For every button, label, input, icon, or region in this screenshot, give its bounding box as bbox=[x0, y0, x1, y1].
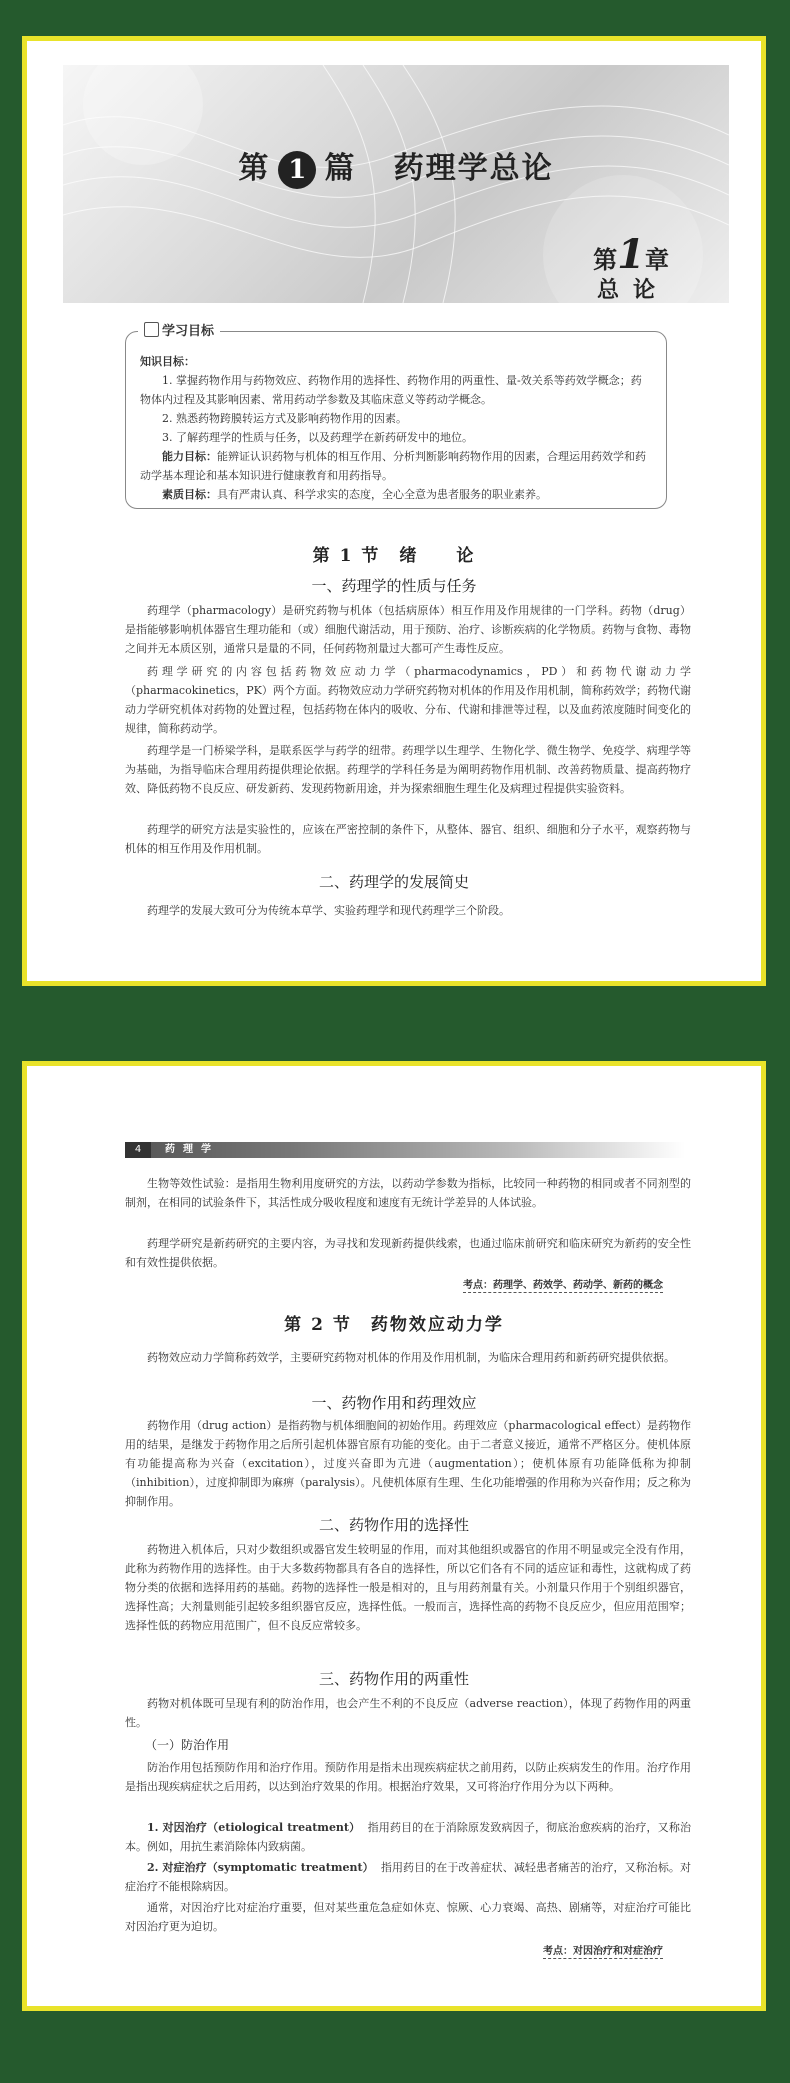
part-number-circle: 1 bbox=[278, 151, 316, 189]
paragraph: 药理学（pharmacology）是研究药物与机体（包括病原体）相互作用及作用规律的一门学科。药物（drug）是指能够影响机体器官生理功能和（或）细胞代谢活动，用于预防、治疗、诊断疾病的化学物质。药物与食物、毒物之间并无本质区别，通常只是量的不同，任何药物剂量过大都可产生毒性反应。 bbox=[125, 604, 691, 655]
chapter-prefix: 第 bbox=[593, 245, 618, 274]
symptomatic-text: 指用药目的在于改善症状、减轻患者痛苦的治疗，又称治标。对症治疗不能根除病因。 bbox=[125, 1861, 692, 1893]
knowledge-label: 知识目标： bbox=[140, 355, 195, 368]
paragraph: 药物进入机体后，只对少数组织或器官发生较明显的作用，而对其他组织或器官的作用不明显或完全没有作用，此称为药物作用的选择性。由于大多数药物都具有各自的选择性，所以它们各有不同的适应证和毒性，这就构成了药物分类的依据和选择用药的基础。药物的选择性一般是相对的，且与用药剂量有关。小剂量只作用于个别组织器官，选择性高；大剂量则能引起较多组织器官反应，选择性低。一般而言，选择性高的药物不良反应少，但应用范围窄；选择性低的药物应用范围广，但不良反应常较多。 bbox=[125, 1543, 691, 1632]
page-1 bbox=[22, 36, 766, 986]
part-prefix: 第 bbox=[238, 151, 271, 186]
quality-label: 素质目标： bbox=[162, 488, 217, 501]
heading-duality: 三、药物作用的两重性 bbox=[318, 1670, 469, 1688]
objectives-tab-label: 学习目标 bbox=[162, 324, 215, 339]
section-title: 第 2 节 药物效应动力学 bbox=[284, 1315, 504, 1335]
chapter-number bbox=[593, 231, 669, 278]
part-title-text: 药理学总论 bbox=[393, 151, 554, 186]
page-number: 4 bbox=[125, 1142, 151, 1158]
part-suffix: 篇 bbox=[324, 151, 357, 186]
chapter-name: 总论 bbox=[596, 277, 669, 303]
quality-text: 具有严肃认真、科学求实的态度，全心全意为患者服务的职业素养。 bbox=[217, 488, 547, 501]
paragraph: 药物效应动力学简称药效学，主要研究药物对机体的作用及作用机制，为临床合理用药和新药研究提供依据。 bbox=[147, 1351, 675, 1364]
heading-history: 二、药理学的发展简史 bbox=[318, 873, 469, 891]
ability-text: 能辨证认识药物与机体的相互作用、分析判断影响药物作用的因素，合理运用药效学和药动学基本理论和基本知识进行健康教育和用药指导。 bbox=[140, 450, 646, 482]
paragraph: 药理学是一门桥梁学科，是联系医学与药学的纽带。药理学以生理学、生物化学、微生物学、免疫学、病理学等为基础，为指导临床合理用药提供理论依据。药理学的学科任务是为阐明药物作用机制、改善药物质量、提高药物疗效、降低药物不良反应、研发新药、发现药物新用途，并为探索细胞生理生化及病理过程提供实验资料。 bbox=[125, 744, 691, 795]
symptomatic-label: 2. 对症治疗（symptomatic treatment） bbox=[147, 1861, 374, 1874]
quality-objective bbox=[140, 485, 652, 504]
book-icon bbox=[144, 322, 159, 337]
paragraph: 药物作用（drug action）是指药物与机体细胞间的初始作用。药理效应（pharmacological effect）是药物作用的结果，是继发于药物作用之后所引起机体器官原有功能的变化。由于二者意义接近，通常不严格区分。使机体原有功能提高称为兴奋（excitation），过度兴奋即为亢进（augmentation）；使机体原有功能降低称为抑制（inhibition），过度抑制即为麻痹（paralysis）。凡使机体原有生理、生化功能增强的作用称为兴奋作用；反之称为抑制作用。 bbox=[125, 1419, 691, 1508]
key-point-note: 考点：对因治疗和对症治疗 bbox=[543, 1942, 663, 1959]
knowledge-item-3: 3. 了解药理学的性质与任务，以及药理学在新药研发中的地位。 bbox=[162, 431, 473, 444]
knowledge-item-2: 2. 熟悉药物跨膜转运方式及影响药物作用的因素。 bbox=[162, 412, 407, 425]
subheading-prevention-treatment: （一）防治作用 bbox=[145, 1738, 230, 1752]
heading-selectivity: 二、药物作用的选择性 bbox=[318, 1516, 469, 1534]
paragraph bbox=[125, 1858, 691, 1896]
paragraph: 防治作用包括预防作用和治疗作用。预防作用是指未出现疾病症状之前用药，以防止疾病发生的作用。治疗作用是指出现疾病症状之后用药，以达到治疗效果的作用。根据治疗效果，又可将治疗作用分为以下两种。 bbox=[125, 1761, 691, 1793]
paragraph: 生物等效性试验：是指用生物利用度研究的方法，以药动学参数为指标，比较同一种药物的相同或者不同剂型的制剂，在相同的试验条件下，其活性成分吸收程度和速度有无统计学差异的人体试验。 bbox=[125, 1177, 691, 1209]
objectives-tab bbox=[138, 322, 220, 341]
etiological-label: 1. 对因治疗（etiological treatment） bbox=[147, 1821, 361, 1834]
chapter-suffix: 章 bbox=[645, 245, 669, 274]
chapter-number-digit: 1 bbox=[617, 231, 645, 278]
paragraph bbox=[125, 1818, 691, 1856]
chapter-banner bbox=[63, 65, 729, 303]
part-title bbox=[63, 143, 729, 189]
page-2 bbox=[22, 1061, 766, 2011]
paragraph: 通常，对因治疗比对症治疗重要，但对某些重危急症如休克、惊厥、心力衰竭、高热、剧痛等，对症治疗可能比对因治疗更为迫切。 bbox=[125, 1901, 691, 1933]
paragraph: 药理学研究的内容包括药物效应动力学（pharmacodynamics，PD）和药物代谢动力学（pharmacokinetics，PK）两个方面。药物效应动力学研究药物对机体的作用及作用机制，简称药效学；药物代谢动力学研究机体对药物的处置过程，包括药物在体内的吸收、分布、代谢和排泄等过程，以及血药浓度随时间变化的规律，简称药动学。 bbox=[125, 665, 691, 735]
learning-objectives-box bbox=[125, 324, 667, 509]
key-point-note: 考点：药理学、药效学、药动学、新药的概念 bbox=[463, 1276, 663, 1293]
knowledge-item-1: 1. 掌握药物作用与药物效应、药物作用的选择性、药物作用的两重性、量-效关系等药效学概念；药物体内过程及其影响因素、常用药动学参数及其临床意义等药动学概念。 bbox=[140, 374, 642, 406]
paragraph: 药物对机体既可呈现有利的防治作用，也会产生不利的不良反应（adverse reaction），体现了药物作用的两重性。 bbox=[125, 1697, 691, 1729]
running-title: 药理学 bbox=[165, 1144, 219, 1155]
paragraph: 药理学的研究方法是实验性的，应该在严密控制的条件下，从整体、器官、组织、细胞和分子水平，观察药物与机体的相互作用及作用机制。 bbox=[125, 823, 691, 855]
running-header bbox=[125, 1142, 685, 1158]
paragraph: 药理学的发展大致可分为传统本草学、实验药理学和现代药理学三个阶段。 bbox=[147, 904, 510, 917]
ability-objective bbox=[140, 447, 652, 485]
heading-nature-task: 一、药理学的性质与任务 bbox=[311, 577, 477, 595]
ability-label: 能力目标： bbox=[162, 450, 217, 463]
heading-drug-action: 一、药物作用和药理效应 bbox=[311, 1394, 477, 1412]
paragraph: 药理学研究是新药研究的主要内容，为寻找和发现新药提供线索，也通过临床前研究和临床研究为新药的安全性和有效性提供依据。 bbox=[125, 1237, 691, 1269]
section-title: 第 1 节 绪 论 bbox=[312, 546, 476, 566]
etiological-text: 指用药目的在于消除原发致病因子，彻底治愈疾病的治疗，又称治本。例如，用抗生素消除体内致病菌。 bbox=[125, 1821, 691, 1853]
